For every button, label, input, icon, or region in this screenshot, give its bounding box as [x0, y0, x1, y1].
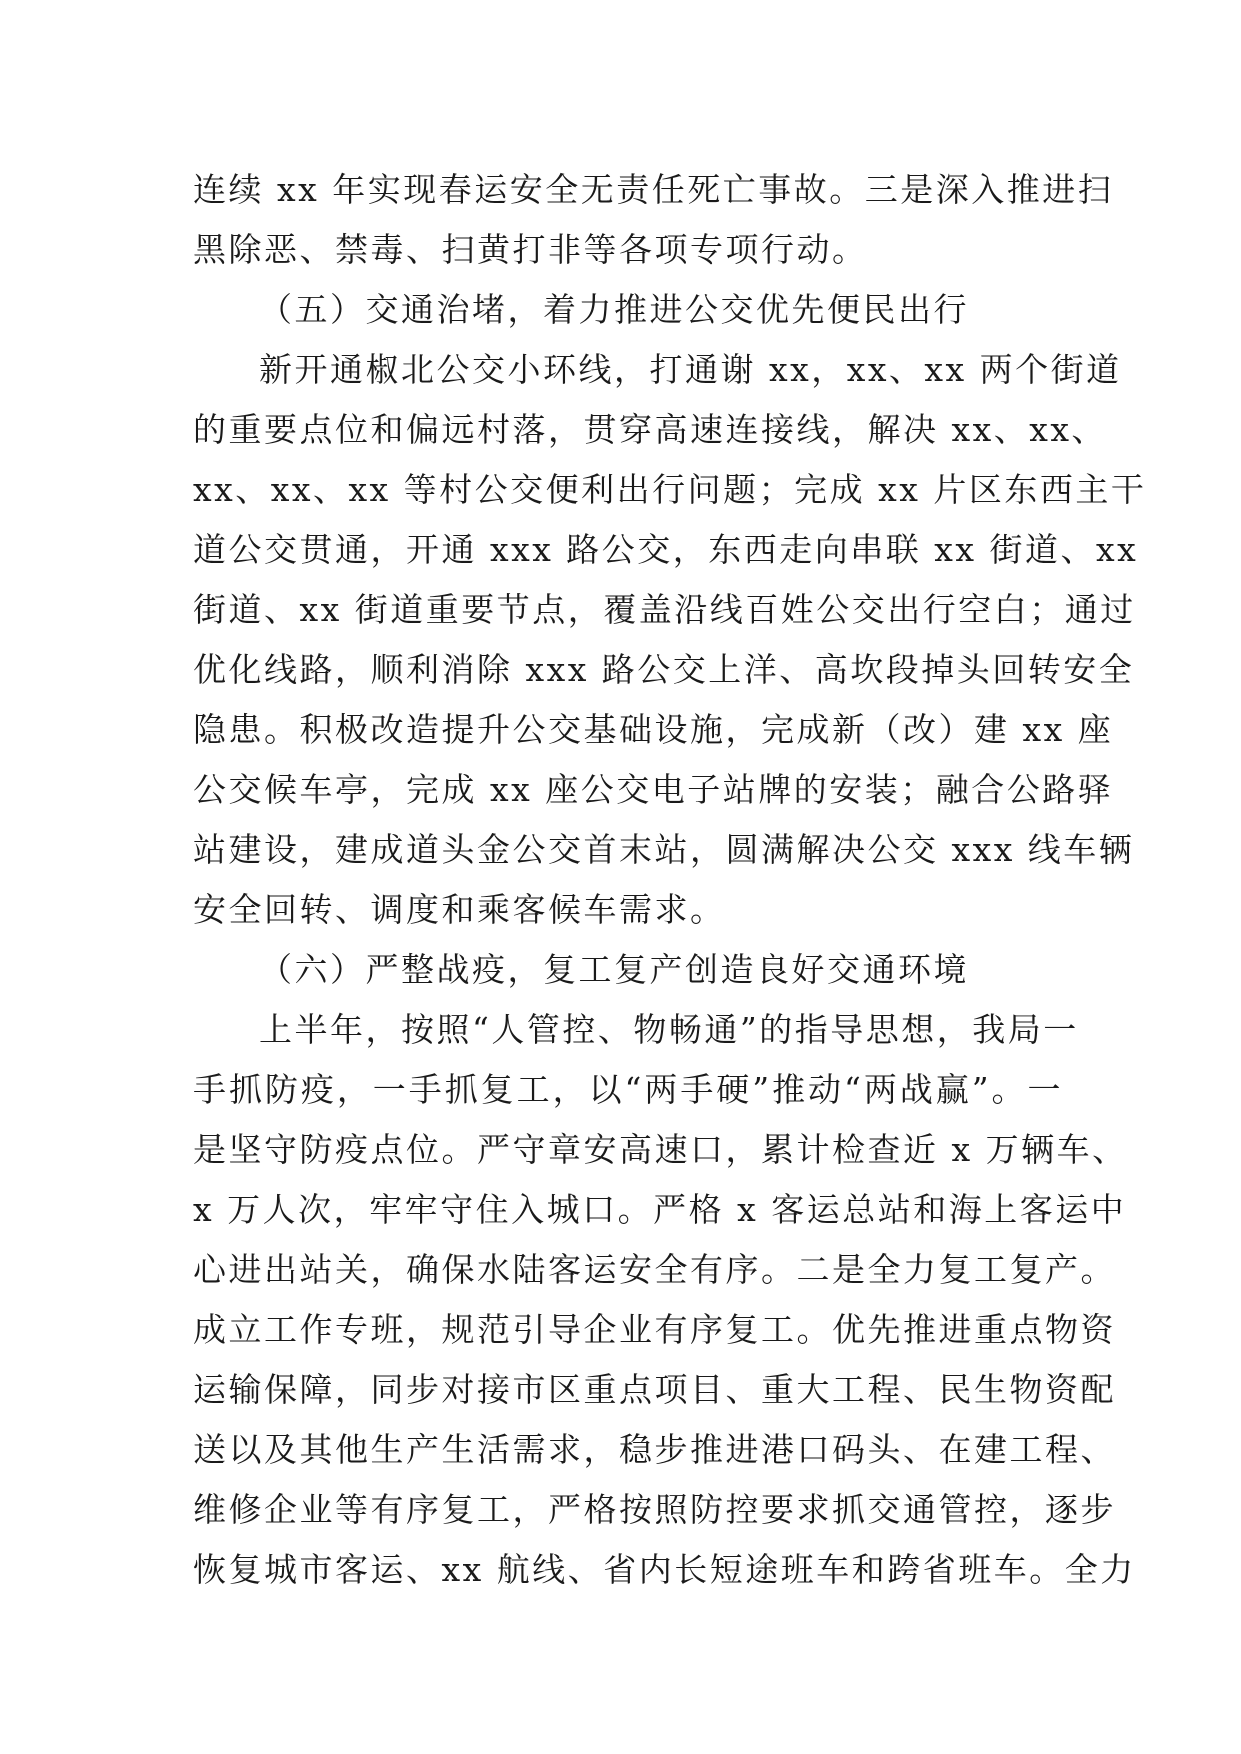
paragraph-line: 恢复城市客运、xx 航线、省内长短途班车和跨省班车。全力: [193, 1550, 1136, 1589]
paragraph-line: 隐患。积极改造提升公交基础设施，完成新（改）建 xx 座: [193, 710, 1114, 749]
paragraph-line: 手抓防疫，一手抓复工，以“两手硬”推动“两战赢”。一: [193, 1070, 1063, 1109]
document-body: [193, 160, 1147, 1600]
paragraph-line: 道公交贯通，开通 xxx 路公交，东西走向串联 xx 街道、xx: [193, 530, 1139, 569]
paragraph-line: 心进出站关，确保水陆客运安全有序。二是全力复工复产。: [193, 1250, 1116, 1289]
paragraph-line: 运输保障，同步对接市区重点项目、重大工程、民生物资配: [193, 1370, 1116, 1409]
paragraph-line: 上半年，按照“人管控、物畅通”的指导思想，我局一: [259, 1010, 1079, 1049]
paragraph-line: x 万人次，牢牢守住入城口。严格 x 客运总站和海上客运中: [193, 1190, 1127, 1229]
paragraph-line: xx、xx、xx 等村公交便利出行问题；完成 xx 片区东西主干: [193, 470, 1147, 509]
section-heading-6: （六）严整战疫，复工复产创造良好交通环境: [259, 950, 969, 989]
paragraph-line: 是坚守防疫点位。严守章安高速口，累计检查近 x 万辆车、: [193, 1130, 1128, 1169]
paragraph-line: 的重要点位和偏远村落，贯穿高速连接线，解决 xx、xx、: [193, 410, 1107, 449]
paragraph-line: 连续 xx 年实现春运安全无责任死亡事故。三是深入推进扫: [193, 170, 1114, 209]
paragraph-line: 公交候车亭，完成 xx 座公交电子站牌的安装；融合公路驿: [193, 770, 1114, 809]
paragraph-line: 安全回转、调度和乘客候车需求。: [193, 890, 726, 929]
paragraph-line: 送以及其他生产生活需求，稳步推进港口码头、在建工程、: [193, 1430, 1116, 1469]
paragraph-line: 黑除恶、禁毒、扫黄打非等各项专项行动。: [193, 230, 868, 269]
paragraph-line: 站建设，建成道头金公交首末站，圆满解决公交 xxx 线车辆: [193, 830, 1135, 869]
paragraph-line: 新开通椒北公交小环线，打通谢 xx，xx、xx 两个街道: [259, 350, 1122, 389]
section-heading-5: （五）交通治堵，着力推进公交优先便民出行: [259, 290, 969, 329]
paragraph-line: 优化线路，顺利消除 xxx 路公交上洋、高坎段掉头回转安全: [193, 650, 1135, 689]
paragraph-line: 街道、xx 街道重要节点，覆盖沿线百姓公交出行空白；通过: [193, 590, 1136, 629]
paragraph-line: 成立工作专班，规范引导企业有序复工。优先推进重点物资: [193, 1310, 1116, 1349]
paragraph-line: 维修企业等有序复工，严格按照防控要求抓交通管控，逐步: [193, 1490, 1116, 1529]
